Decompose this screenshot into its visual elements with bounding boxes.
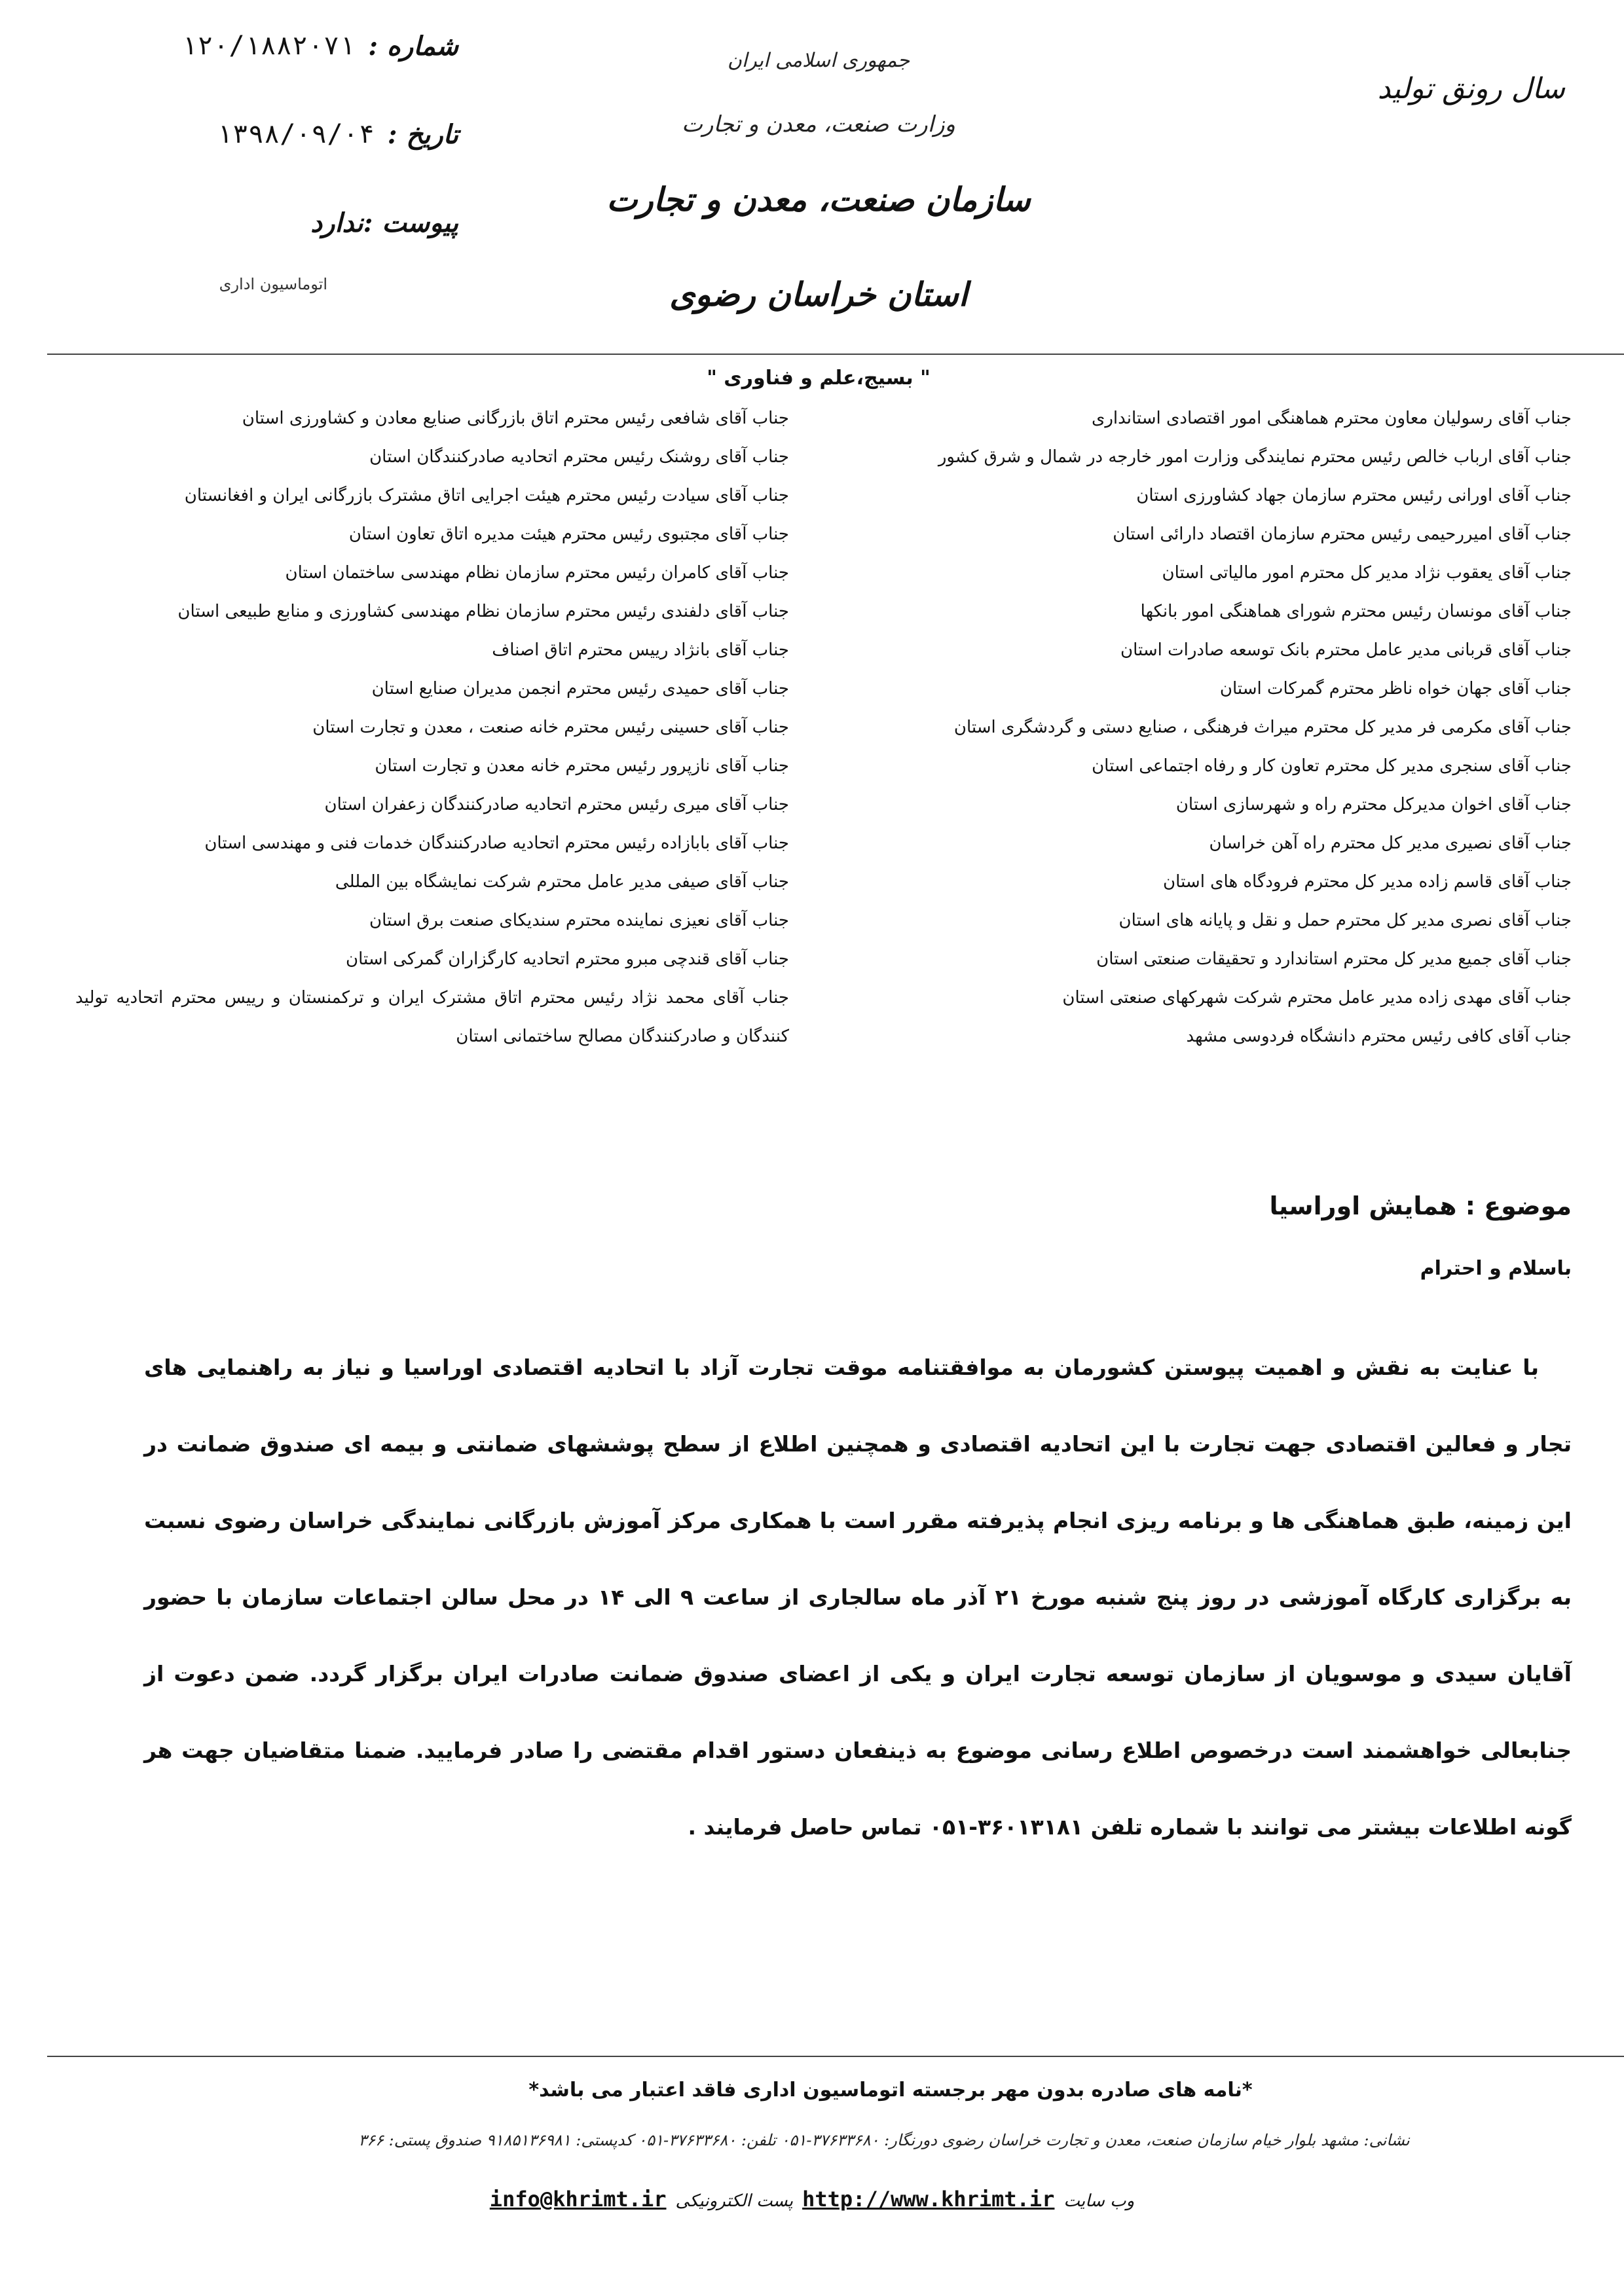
letter-date-label: تاریخ : (387, 118, 458, 150)
footer-contact-row (327, 2187, 1297, 2212)
recipient-item: جناب آقای مهدی زاده مدیر عامل محترم شرکت شهرکهای صنعتی استان (1062, 988, 1572, 1008)
letter-attachment-label: پیوست :ندارد (310, 207, 458, 238)
republic-title: جمهوری اسلامی ایران (727, 49, 910, 72)
recipient-item: جناب آقای قاسم زاده مدیر کل محترم فرودگاه های استان (1163, 872, 1572, 892)
recipient-item: جناب آقای مجتبوی رئیس محترم هیئت مدیره اتاق تعاون استان (348, 524, 789, 544)
recipient-item: جناب آقای مکرمی فر مدیر کل محترم میراث فرهنگی ، صنایع دستی و گردشگری استان (953, 718, 1572, 737)
letter-number-label: شماره : (368, 30, 458, 62)
recipient-item: جناب آقای ارباب خالص رئیس محترم نمایندگی وزارت امور خارجه در شمال و شرق کشور (938, 447, 1572, 467)
office-automation-label: اتوماسیون اداری (219, 275, 327, 293)
recipients-right-column (858, 399, 1572, 1056)
footer-address: نشانی: مشهد بلوار خیام سازمان صنعت، معدن و تجارت خراسان رضوی دورنگار: ۳۷۶۳۳۶۸۰-۰۵۱ تلفن: ۳۷۶۳۳۶۸۰-۰۵۱ کدپستی: ۹۱۸۵۱۳۶۹۸۱ صندوق پستی: ۳۶۶ (358, 2131, 1410, 2149)
letter-subject: موضوع : همایش اوراسیا (1269, 1192, 1572, 1220)
recipient-item: جناب آقای دلفندی رئیس محترم سازمان نظام مهندسی کشاورزی و منابع طبیعی استان (177, 602, 789, 621)
recipient-item: جناب آقای مونسان رئیس محترم شورای هماهنگی امور بانکها (1140, 602, 1572, 621)
recipient-item: جناب آقای امیررحیمی رئیس محترم سازمان اقتصاد دارائی استان (1113, 524, 1572, 544)
recipient-item: جناب آقای نصیری مدیر کل محترم راه آهن خراسان (1209, 833, 1572, 853)
letter-date-value: ۱۳۹۸/۰۹/۰۴ (216, 119, 375, 149)
ministry-title: وزارت صنعت، معدن و تجارت (682, 111, 955, 137)
recipient-item: جناب آقای نازپرور رئیس محترم خانه معدن و تجارت استان (375, 756, 789, 776)
recipient-item: جناب آقای قندچی مبرو محترم اتحادیه کارگزاران گمرکی استان (346, 949, 789, 969)
recipient-item: جناب آقای اورانی رئیس محترم سازمان جهاد کشاورزی استان (1136, 486, 1572, 505)
recipient-item: جناب آقای بانژاد رییس محترم اتاق اصناف (492, 640, 789, 660)
letter-body: با عنایت به نقش و اهمیت پیوستن کشورمان به موافقتنامه موقت تجارت آزاد با اتحادیه اقتصادی اوراسیا و نیاز به راهنمایی های تجار و فعالین اقتصادی جهت تجارت با این اتحادیه اقتصادی و همچنین اطلاع از سطح پوششهای ضمانتی و بیمه ای صندوق ضمانت در این زمینه، طبق هماهنگی ها و برنامه ریزی انجام پذیرفته مقرر است با همکاری مرکز آموزش بازرگانی نمایندگی خراسان رضوی نسبت به برگزاری کارگاه آموزشی در روز پنج شنبه مورخ ۲۱ آذر ماه سالجاری از ساعت ۹ الی ۱۴ در محل سالن اجتماعات سازمان با حضور آقایان سیدی و موسویان از سازمان توسعه تجارت ایران و یکی از اعضای صندوق ضمانت صادرات ایران برگزار گردد. ضمن دعوت از جنابعالی خواهشمند است درخصوص اطلاع رسانی موضوع به ذینفعان دستور اقدام مقتضی را صادر فرمایید. ضمنا متقاضیان جهت هر گونه اطلاعات بیشتر می توانند با شماره تلفن ۳۶۰۱۳۱۸۱-۰۵۱ تماس حاصل فرمایند . (144, 1355, 1572, 1840)
recipients-left-column (75, 399, 789, 1056)
recipient-item: جناب آقای رسولیان معاون محترم هماهنگی امور اقتصادی استانداری (1091, 409, 1572, 428)
recipient-item: جناب آقای جمیع مدیر کل محترم استاندارد و تحقیقات صنعتی استان (1096, 949, 1572, 969)
recipient-item: جناب آقای کافی رئیس محترم دانشگاه فردوسی مشهد (1186, 1027, 1572, 1046)
recipient-item: جناب آقای سیادت رئیس محترم هیئت اجرایی اتاق مشترک بازرگانی ایران و افغانستان (184, 486, 789, 505)
province-title: استان خراسان رضوی (669, 275, 968, 314)
slogan: " بسیج،علم و فناوری " (707, 367, 931, 390)
recipient-item: جناب آقای میری رئیس محترم اتحادیه صادرکنندگان زعفران استان (324, 795, 789, 814)
recipient-item: جناب آقای نصری مدیر کل محترم حمل و نقل و پایانه های استان (1118, 911, 1572, 930)
recipient-item: جناب آقای بابازاده رئیس محترم اتحادیه صادرکنندگان خدمات فنی و مهندسی استان (204, 833, 789, 853)
footer-divider (47, 2056, 1624, 2057)
letter-greeting: باسلام و احترام (1420, 1257, 1572, 1280)
recipient-item: جناب آقای محمد نژاد رئیس محترم اتاق مشترک ایران و ترکمنستان و رییس محترم اتحادیه تولید کنندگان و صادرکنندگان مصالح ساختمانی استان (75, 988, 789, 1046)
email-link[interactable]: info@khrimt.ir (489, 2187, 667, 2212)
letter-attachment-row (151, 200, 458, 246)
header-divider (47, 354, 1624, 355)
recipient-item: جناب آقای قربانی مدیر عامل محترم بانک توسعه صادرات استان (1120, 640, 1572, 660)
recipient-item: جناب آقای حمیدی رئیس محترم انجمن مدیران صنایع استان (371, 679, 789, 699)
footer-validity-note: *نامه های صادره بدون مهر برجسته اتوماسیون اداری فاقد اعتبار می باشد* (528, 2079, 1253, 2102)
year-slogan: سال رونق تولید (1377, 72, 1565, 105)
website-link[interactable]: http://www.khrimt.ir (802, 2187, 1055, 2212)
letter-date-row (151, 111, 458, 157)
recipient-item: جناب آقای روشنک رئیس محترم اتحادیه صادرکنندگان استان (369, 447, 789, 467)
recipient-item: جناب آقای جهان خواه ناظر محترم گمرکات استان (1219, 679, 1572, 699)
recipient-item: جناب آقای نعیزی نماینده محترم سندیکای صنعت برق استان (369, 911, 789, 930)
recipient-item: جناب آقای حسینی رئیس محترم خانه صنعت ، معدن و تجارت استان (312, 718, 789, 737)
website-label: وب سایت (1063, 2191, 1135, 2211)
organization-title: سازمان صنعت، معدن و تجارت (606, 180, 1031, 219)
recipient-item: جناب آقای یعقوب نژاد مدیر کل محترم امور مالیاتی استان (1162, 563, 1572, 583)
recipient-item: جناب آقای سنجری مدیر کل محترم تعاون کار و رفاه اجتماعی استان (1092, 756, 1572, 776)
recipient-item: جناب آقای صیفی مدیر عامل محترم شرکت نمایشگاه بین المللی (335, 872, 789, 892)
recipient-item: جناب آقای شافعی رئیس محترم اتاق بازرگانی صنایع معادن و کشاورزی استان (242, 409, 789, 428)
recipient-item: جناب آقای اخوان مدیرکل محترم راه و شهرسازی استان (1175, 795, 1572, 814)
letter-number-value: ۱۲۰/۱۸۸۲۰۷۱ (181, 31, 356, 61)
email-label: پست الکترونیکی (675, 2191, 794, 2211)
recipient-item: جناب آقای کامران رئیس محترم سازمان نظام مهندسی ساختمان استان (285, 563, 789, 583)
letter-number-row (151, 23, 458, 69)
